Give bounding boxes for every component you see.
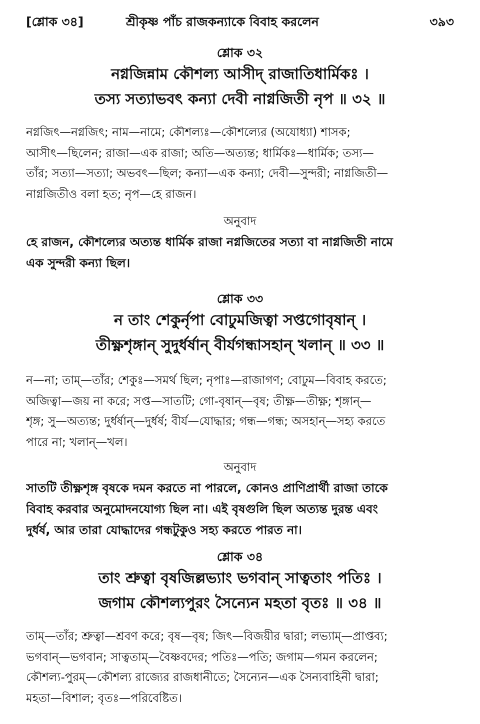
shloka-32-title: শ্লোক ৩২ [216,45,264,60]
verse-line: তীক্ষ্ণশৃঙ্গান্ সুদুর্ধর্ষান্ বীর্যগন্ধাসহান্ খলান্ ॥ ৩৩ ॥ [95,336,385,354]
shloka-33-title: শ্লোক ৩৩ [216,291,264,306]
verse-line: তাং শ্রুত্বা বৃষজিল্লভ্যাং ভগবান্ সাত্বতাং পতিঃ । [98,569,382,587]
page-number: ৩৯৩ [429,14,454,29]
synonym-line: আসীৎ—ছিলেন; রাজা—এক রাজা; অতি—অত্যন্ত; ধার্মিকঃ—ধার্মিক; তস্য— [26,145,374,160]
translation-line: দুর্ধর্ষ, আর তারা যোদ্ধাদের গন্ধটুকুও সহ্য করতে পারত না। [26,523,302,537]
shloka-33-anuvad-label: অনুবাদ [223,460,257,474]
synonym-line: শৃঙ্গ; সু—অত্যন্ত; দুর্ধর্ষান্—দুর্ধর্ষ; বীর্য—যোদ্ধার; গন্ধ—গন্ধ; অসহান্—সহ্য করতে [26,414,386,428]
shloka-32-verse [26,62,454,112]
synonym-line: তাম্—তাঁর; শ্রুত্বা—শ্রবণ করে; বৃষ—বৃষ; জিৎ—বিজয়ীর দ্বারা; লভ্যাম্—প্রাপ্তব্য; [26,629,388,643]
header-verse-ref: [শ্লোক ৩৪] [26,14,84,29]
synonym-line: নাগ্নজিতীও বলা হত; নৃপ—হে রাজন। [26,186,197,201]
synonym-line: কৌশল্য-পুরম্—কৌশল্য রাজ্যের রাজধানীতে; সৈন্যেন—এক সৈন্যবাহিনী দ্বারা; [26,670,379,684]
shloka-32-anuvad-label: অনুবাদ [223,214,257,228]
synonym-line: নগ্নজিৎ—নগ্নজিৎ; নাম—নামে; কৌশল্যঃ—কৌশল্যের (অযোধ্যা) শাসক; [26,125,351,139]
verse-line: জগাম কৌশল্যপুরং সৈন্যেন মহতা বৃতঃ ॥ ৩৪ ॥ [98,594,382,612]
synonym-line: মহতা—বিশাল; বৃতঃ—পরিবেষ্টিত। [26,690,182,705]
translation-line: এক সুন্দরী কন্যা ছিল। [26,256,131,270]
shloka-32-synonyms [26,122,454,204]
shloka-34-verse [26,566,454,616]
synonym-line: ন—না; তাম্—তাঁর; শেকুঃ—সমর্থ ছিল; নৃপাঃ—রাজাগণ; বোঢুম—বিবাহ করতে; [26,373,387,387]
shloka-32-translation [26,232,454,274]
verse-line: নগ্নজিন্নাম কৌশল্য আসীদ্ রাজাতিধার্মিকঃ । [111,65,369,83]
shloka-34-synonyms [26,626,454,708]
shloka-33-translation [26,478,454,541]
shloka-33-verse [26,308,454,358]
verse-line: তস্য সত্যাভবৎ কন্যা দেবী নাগ্নজিতী নৃপ ॥ ৩২ ॥ [94,90,386,108]
verse-line: ন তাং শেকুর্নৃপা বোঢুমজিত্বা সপ্তগোবৃষান্ । [113,311,367,329]
header-chapter-title: শ্রীকৃষ্ণ পাঁচ রাজকন্যাকে বিবাহ করলেন [126,14,319,29]
synonym-line: পারে না; খলান্—খল। [26,434,128,449]
synonym-line: তাঁর; সত্যা—সত্যা; অভবৎ—ছিল; কন্যা—এক কন্যা; দেবী—সুন্দরী; নাগ্নজিতী— [26,166,389,180]
shloka-34-title: শ্লোক ৩৪ [216,549,264,564]
running-header [26,14,454,36]
translation-line: সাতটি তীক্ষ্ণশৃঙ্গ বৃষকে দমন করতে না পারলে, কোনও প্রাণিপ্রার্থী রাজা তাকে [26,481,388,495]
synonym-line: অজিত্বা—জয় না করে; সপ্ত—সাতটি; গো-বৃষান্—বৃষ; তীক্ষ্ণ—তীক্ষ্ণ; শৃঙ্গান্— [26,393,372,408]
translation-line: হে রাজন, কৌশল্যের অত্যন্ত ধার্মিক রাজা নগ্নজিতের সত্যা বা নাগ্নজিতী নামে [26,235,393,249]
synonym-line: ভগবান্—ভগবান; সাত্বতাম্—বৈষ্ণবদের; পতিঃ—পতি; জগাম—গমন করলেন; [26,649,378,664]
shloka-33-synonyms [26,370,454,452]
translation-line: বিবাহ করবার অনুমোদনযোগ্য ছিল না। এই বৃষগুলি ছিল অত্যন্ত দুরন্ত এবং [26,502,378,516]
